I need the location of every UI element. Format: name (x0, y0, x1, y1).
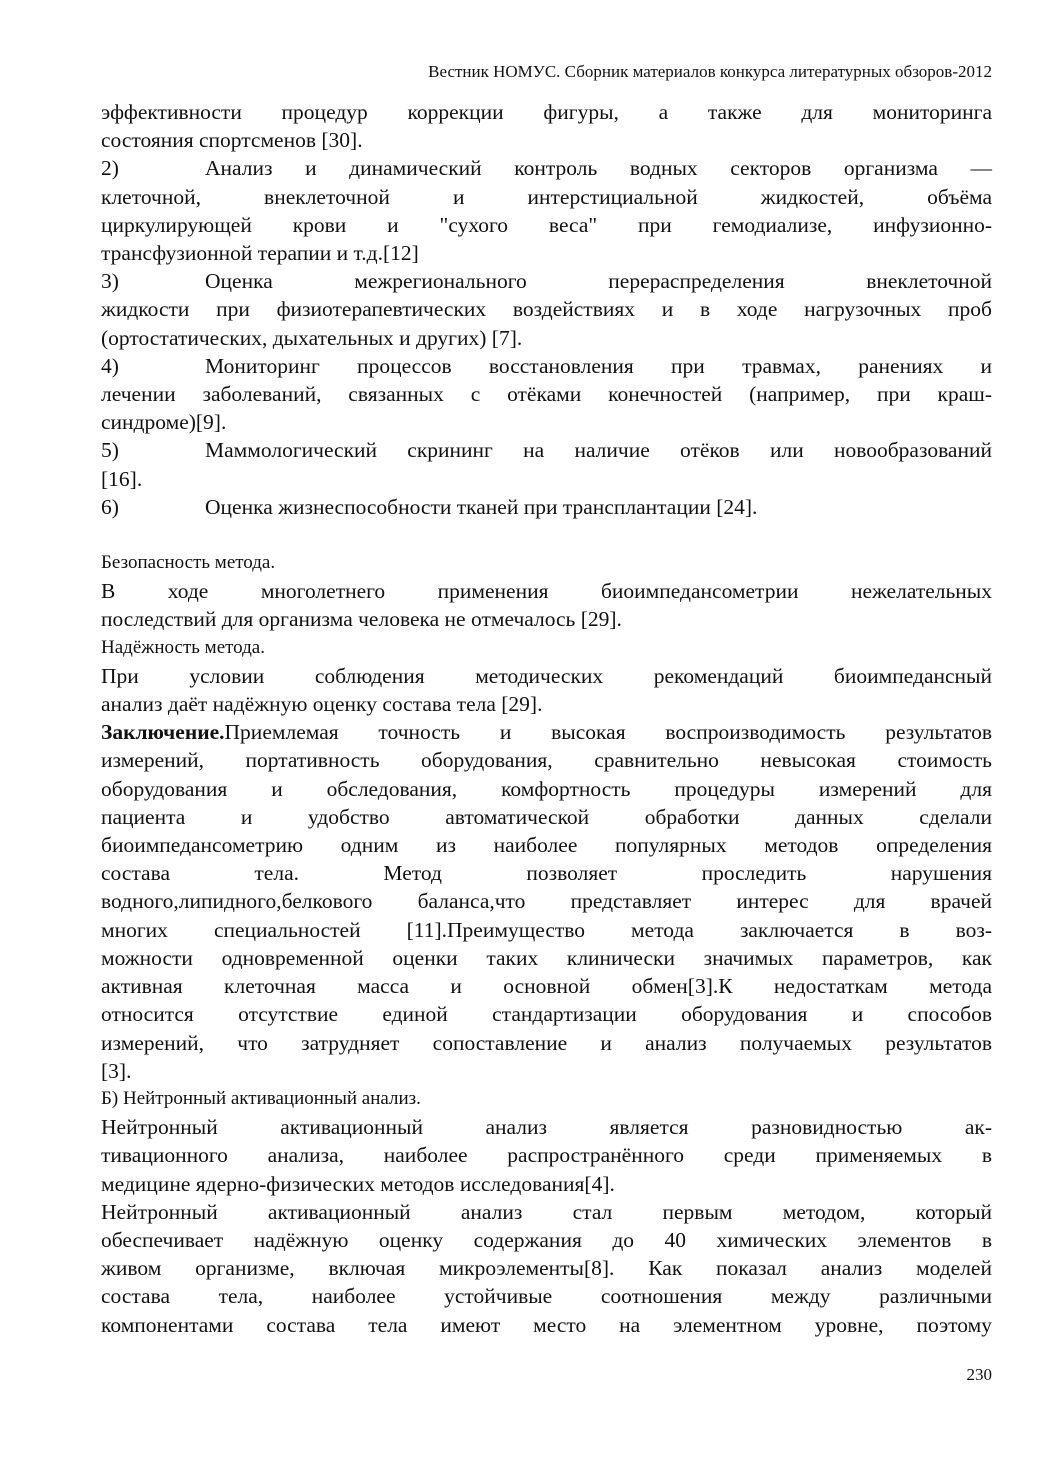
list-number: 2) (101, 156, 119, 181)
text-line: Маммологический скрининг на наличие отёков или новообразований (205, 438, 992, 463)
text-line: При условии соблюдения методических рекомендаций биоимпедансный (101, 663, 992, 688)
text-line: биоимпедансометрию одним из наиболее популярных методов определения (101, 833, 992, 858)
text-line: лечении заболеваний, связанных с отёками конечностей (например, при краш- (101, 382, 992, 407)
text-line: анализ даёт надёжную оценку состава тела [29]. (101, 692, 543, 717)
text-line: состава тела, наиболее устойчивые соотношения между различными (101, 1284, 992, 1309)
text-line: (ортостатических, дыхательных и других) [7]. (101, 325, 523, 350)
text-line: последствий для организма человека не отмечалось [29]. (101, 607, 622, 632)
text-line: Анализ и динамический контроль водных секторов организма — (205, 156, 992, 181)
text-line: Нейтронный активационный анализ стал первым методом, который (101, 1199, 992, 1224)
text-line: компонентами состава тела имеют место на элементном уровне, поэтому (101, 1312, 992, 1337)
text-line: можности одновременной оценки таких клинически значимых параметров, как (101, 945, 992, 970)
section-heading: Б) Нейтронный активационный анализ. (101, 1087, 421, 1109)
text-line: состава тела. Метод позволяет проследить нарушения (101, 861, 992, 886)
list-number: 3) (101, 269, 119, 294)
text-line: Нейтронный активационный анализ является разновидностью ак- (101, 1115, 992, 1140)
list-item (101, 352, 992, 437)
text-line: относится отсутствие единой стандартизации оборудования и способов (101, 1002, 992, 1027)
list-item (101, 154, 992, 267)
list-item (101, 267, 992, 352)
list-item (101, 436, 992, 492)
text-line: тивационного анализа, наиболее распространённого среди применяемых в (101, 1143, 992, 1168)
text-line: оборудования и обследования, комфортность процедуры измерений для (101, 776, 992, 801)
document-body (101, 98, 992, 1339)
section-heading: Надёжность метода. (101, 636, 265, 658)
conclusion-heading: Заключение. (101, 720, 225, 745)
text-line: Оценка межрегионального перераспределения внеклеточной (205, 269, 992, 294)
running-header: Вестник НОМУС. Сборник материалов конкурса литературных обзоров-2012 (428, 62, 992, 81)
list-number: 5) (101, 438, 119, 463)
text-line: многих специальностей [11].Преимущество метода заключается в воз- (101, 917, 992, 942)
text-line: [3]. (101, 1058, 132, 1083)
section-heading: Безопасность метода. (101, 552, 276, 574)
text-line: активная клеточная масса и основной обмен[3].К недостаткам метода (101, 974, 992, 999)
page-number: 230 (966, 1365, 992, 1384)
text-line: клеточной, внеклеточной и интерстициальной жидкостей, объёма (101, 184, 992, 209)
text-line: Оценка жизнеспособности тканей при трансплантации [24]. (205, 494, 758, 519)
text-line: измерений, портативность оборудования, сравнительно невысокая стоимость (101, 748, 992, 773)
text-line: обеспечивает надёжную оценку содержания до 40 химических элементов в (101, 1227, 992, 1252)
text-line: [16]. (101, 466, 143, 491)
text-line: В ходе многолетнего применения биоимпедансометрии нежелательных (101, 579, 992, 604)
text-line: циркулирующей крови и "сухого веса" при гемодиализе, инфузионно- (101, 212, 992, 237)
list-number: 6) (101, 494, 119, 519)
text-line: жидкости при физиотерапевтических воздействиях и в ходе нагрузочных проб (101, 297, 992, 322)
text-line: состояния спортсменов [30]. (101, 128, 363, 153)
text-line: синдроме)[9]. (101, 410, 227, 435)
text-line: трансфузионной терапии и т.д.[12] (101, 241, 419, 266)
text-line: эффективности процедур коррекции фигуры, а также для мониторинга (101, 100, 992, 124)
list-item (101, 493, 992, 521)
text-line: водного,липидного,белкового баланса,что представляет интерес для врачей (101, 889, 992, 914)
list-number: 4) (101, 353, 119, 378)
text-line: пациента и удобство автоматической обработки данных сделали (101, 804, 992, 829)
text-line: Приемлемая точность и высокая воспроизводимость результатов (224, 720, 992, 745)
text-line: живом организме, включая микроэлементы[8]. Как показал анализ моделей (101, 1256, 992, 1281)
text-line: измерений, что затрудняет сопоставление и анализ получаемых результатов (101, 1030, 992, 1055)
text-line: медицине ядерно-физических методов исследования[4]. (101, 1171, 615, 1196)
text-line: Мониторинг процессов восстановления при травмах, ранениях и (205, 353, 992, 378)
